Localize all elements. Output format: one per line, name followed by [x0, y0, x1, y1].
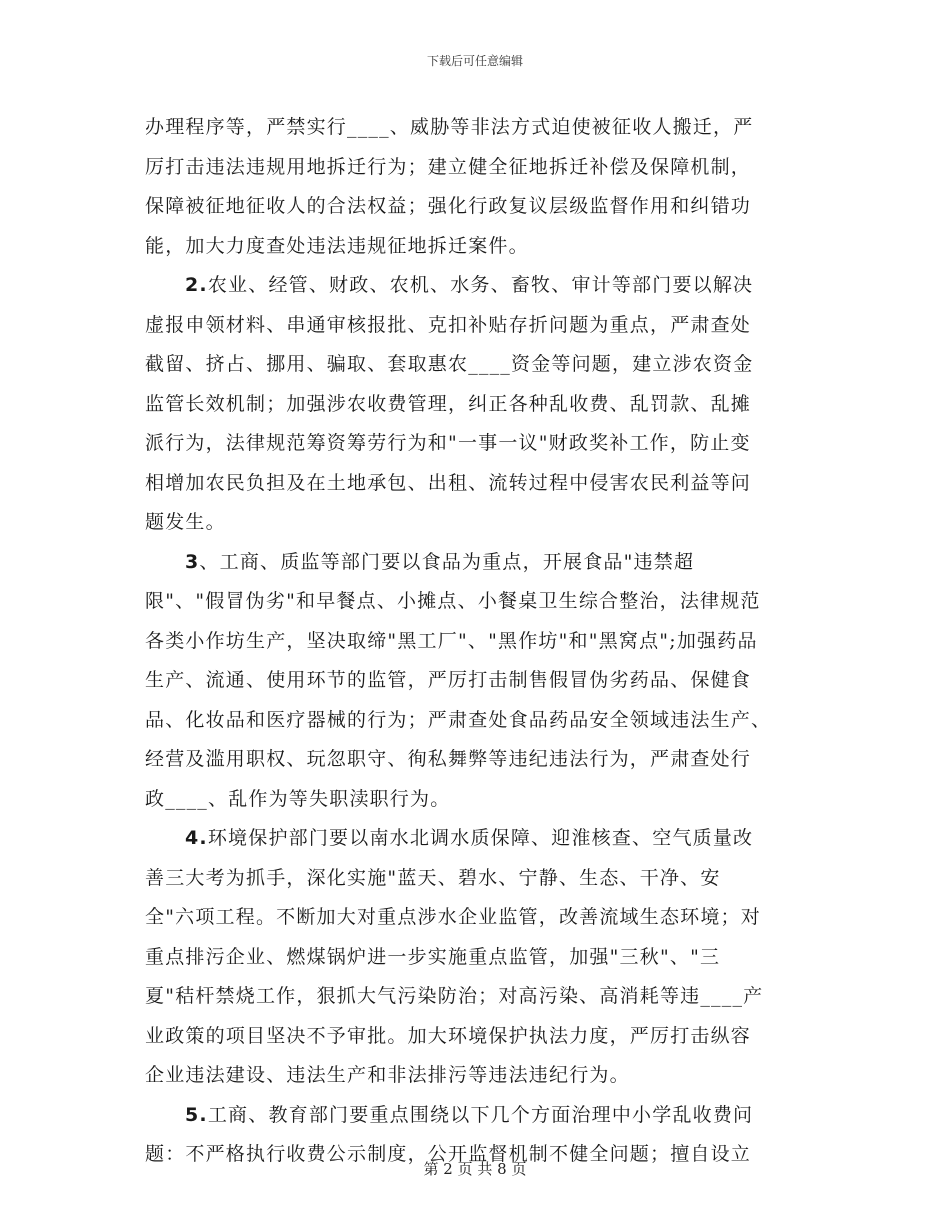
body-line: 办理程序等，严禁实行____、威胁等非法方式迫使被征收人搬迁，严 [145, 116, 754, 138]
body-line: 相增加农民负担及在土地承包、出租、流转过程中侵害农民利益等问 [145, 471, 752, 494]
body-line: 题：不严格执行收费公示制度，公开监督机制不健全问题；擅自设立 [145, 1143, 752, 1165]
body-line: 限"、"假冒伪劣"和早餐点、小摊点、小餐桌卫生综合整治，法律规范 [145, 590, 761, 612]
body-line: 各类小作坊生产，坚决取缔"黑工厂"、"黑作坊"和"黑窝点";加强药品 [145, 629, 758, 652]
paragraph-5-start: 5.工商、教育部门要重点围绕以下几个方面治理中小学乱收费问 [185, 1103, 754, 1126]
body-line: 善三大考为抓手，深化实施"蓝天、碧水、宁静、生态、干净、安 [145, 866, 721, 889]
body-line: 生产、流通、使用环节的监管，严厉打击制售假冒伪劣药品、保健食 [145, 669, 752, 691]
body-line: 厉打击违法违规用地拆迁行为；建立健全征地拆迁补偿及保障机制， [145, 155, 752, 178]
body-line: 政____、乱作为等失职渎职行为。 [145, 787, 451, 810]
body-line: 经营及滥用职权、玩忽职守、徇私舞弊等违纪违法行为，严肃查处行 [145, 748, 752, 770]
document-body [145, 108, 805, 1175]
item-number: 2. [185, 274, 208, 296]
page-number: 第 2 页 共 8 页 [423, 1160, 527, 1178]
paragraph-4-start: 4.环境保护部门要以南水北调水质保障、迎淮核查、空气质量改 [185, 827, 754, 849]
body-line: 企业违法建设、违法生产和非法排污等违法违纪行为。 [145, 1064, 630, 1086]
item-number: 3 [185, 550, 200, 573]
body-line: 业政策的项目坚决不予审批。加大环境保护执法力度，严厉打击纵容 [145, 1024, 752, 1047]
body-line: 监管长效机制；加强涉农收费管理，纠正各种乱收费、乱罚款、乱摊 [145, 392, 752, 415]
body-line: 品、化妆品和医疗器械的行为；严肃查处食品药品安全领域违法生产、 [145, 708, 772, 731]
body-line: 题发生。 [145, 511, 226, 533]
body-line: 保障被征地征收人的合法权益；强化行政复议层级监督作用和纠错功 [145, 195, 752, 217]
paragraph-3-start: 3、工商、质监等部门要以食品为重点，开展食品"违禁超 [185, 550, 695, 573]
body-line: 截留、挤占、挪用、骗取、套取惠农____资金等问题，建立涉农资金 [145, 353, 754, 375]
item-number: 5. [185, 1103, 208, 1126]
body-line: 夏"秸杆禁烧工作，狠抓大气污染防治；对高污染、高消耗等违____产 [145, 985, 764, 1007]
page-header-note: 下载后可任意编辑 [426, 54, 523, 68]
item-number: 4. [185, 827, 208, 849]
body-line: 派行为，法律规范筹资筹劳行为和"一事一议"财政奖补工作，防止变 [145, 432, 751, 454]
body-line: 全"六项工程。不断加大对重点涉水企业监管，改善流域生态环境；对 [145, 906, 761, 928]
body-line: 虚报申领材料、串通审核报批、克扣补贴存折问题为重点，严肃查处 [145, 313, 752, 336]
body-line: 重点排污企业、燃煤锅炉进一步实施重点监管，加强"三秋"、"三 [145, 945, 721, 968]
body-line: 能，加大力度查处违法违规征地拆迁案件。 [145, 234, 529, 257]
paragraph-2-start: 2.农业、经管、财政、农机、水务、畜牧、审计等部门要以解决 [185, 274, 754, 296]
